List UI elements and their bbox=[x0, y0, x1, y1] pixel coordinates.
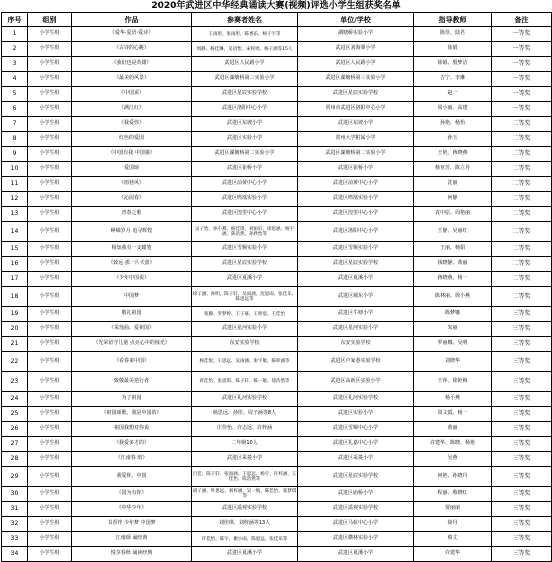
cell-participants: 庄佳怡、许志远、许梓涵 bbox=[192, 422, 298, 437]
cell-work: 《爱华·爱语·爱诗》 bbox=[72, 27, 192, 42]
header-teacher: 指导教师 bbox=[414, 13, 492, 27]
cell-work: 《采莲曲、爱祖国》 bbox=[72, 322, 192, 337]
cell-index: 8 bbox=[2, 132, 28, 147]
cell-group: 小学生组 bbox=[28, 437, 72, 452]
cell-group: 小学生组 bbox=[28, 407, 72, 422]
cell-work: 青春之歌 bbox=[72, 207, 192, 222]
table-row bbox=[2, 207, 552, 222]
table-row bbox=[2, 487, 552, 502]
cell-award: 二等奖 bbox=[492, 257, 552, 272]
cell-teacher: 赵一 bbox=[414, 87, 492, 102]
cell-group: 小学生组 bbox=[28, 57, 72, 72]
header-index: 序号 bbox=[2, 13, 28, 27]
cell-school: 常州大学附属小学 bbox=[298, 132, 414, 147]
table-row bbox=[2, 307, 552, 322]
table-row bbox=[2, 147, 552, 162]
cell-award: 二等奖 bbox=[492, 207, 552, 222]
cell-participants: 吴子怡、孙小燕、杨佳琪、刘雨轩、徐思涵、杨宇涵、陈浩然、孙欣怡等 bbox=[192, 222, 298, 242]
cell-group: 小学生组 bbox=[28, 322, 72, 337]
cell-award: 三等奖 bbox=[492, 322, 552, 337]
cell-school: 武进区城东小学 bbox=[298, 287, 414, 307]
cell-teacher: 周文霞、杨一 bbox=[414, 407, 492, 422]
cell-teacher: 杨亚芳、陈立丹 bbox=[414, 162, 492, 177]
cell-school: 常州市武进区洛阳中心小学 bbox=[298, 102, 414, 117]
table-row bbox=[2, 192, 552, 207]
cell-award: 三等奖 bbox=[492, 352, 552, 372]
cell-award: 三等奖 bbox=[492, 517, 552, 532]
cell-index: 13 bbox=[2, 207, 28, 222]
cell-participants: 武进区人民路小学 bbox=[192, 57, 298, 72]
cell-award: 二等奖 bbox=[492, 147, 552, 162]
cell-teacher: 陈佳、陆君 bbox=[414, 27, 492, 42]
table-row bbox=[2, 42, 552, 57]
cell-index: 15 bbox=[2, 242, 28, 257]
cell-teacher: 孙艳、杨怡 bbox=[414, 117, 492, 132]
cell-teacher: 陈梦娜 bbox=[414, 307, 492, 322]
cell-index: 31 bbox=[2, 502, 28, 517]
cell-group: 小学生组 bbox=[28, 372, 72, 392]
cell-award: 一等奖 bbox=[492, 57, 552, 72]
table-row bbox=[2, 547, 552, 562]
cell-group: 小学生组 bbox=[28, 132, 72, 147]
cell-index: 14 bbox=[2, 222, 28, 242]
table-row bbox=[2, 177, 552, 192]
cell-participants: 武进区湖塘桥第三实验小学 bbox=[192, 72, 298, 87]
cell-participants: 武进区遥观实验学校 bbox=[192, 502, 298, 517]
cell-teacher: 吉宁、李琳 bbox=[414, 72, 492, 87]
cell-work: 江南颂 诵经典 bbox=[72, 532, 192, 547]
cell-school: 武进区刘海粟小学 bbox=[298, 42, 414, 57]
cell-participants: 二年级10人 bbox=[192, 437, 298, 452]
cell-work: 红色的爱国 bbox=[72, 132, 192, 147]
cell-index: 11 bbox=[2, 177, 28, 192]
cell-group: 小学生组 bbox=[28, 117, 72, 132]
table-row bbox=[2, 242, 552, 257]
cell-school: 武进区礼嘉中心小学 bbox=[298, 437, 414, 452]
cell-school: 武进区人民路小学 bbox=[298, 57, 414, 72]
table-row bbox=[2, 392, 552, 407]
cell-index: 12 bbox=[2, 192, 28, 207]
cell-index: 17 bbox=[2, 272, 28, 287]
page-title: 2020年武进区中华经典诵读大赛(视频)评选小学生组获奖名单 bbox=[151, 1, 401, 11]
cell-award: 二等奖 bbox=[492, 132, 552, 147]
cell-group: 小学生组 bbox=[28, 532, 72, 547]
table-row bbox=[2, 532, 552, 547]
cell-award: 三等奖 bbox=[492, 407, 552, 422]
cell-work: 《我们也是英雄》 bbox=[72, 57, 192, 72]
cell-work: 书香伴 少年梦 中国梦 bbox=[72, 517, 192, 532]
cell-group: 小学生组 bbox=[28, 517, 72, 532]
cell-group: 小学生组 bbox=[28, 87, 72, 102]
cell-work: 《国为有你》 bbox=[72, 487, 192, 502]
cell-teacher: 王艳、蒋晓燕 bbox=[414, 147, 492, 162]
cell-teacher: 陈林丽、徐小燕 bbox=[414, 287, 492, 307]
cell-group: 小学生组 bbox=[28, 42, 72, 57]
table-row bbox=[2, 162, 552, 177]
cell-work: 《中国有我 中国强》 bbox=[72, 147, 192, 162]
cell-school: 武进区马杭中心小学 bbox=[298, 517, 414, 532]
cell-work: 致敬最美逆行者 bbox=[72, 372, 192, 392]
cell-school: 武进区星辰实验学校 bbox=[298, 87, 414, 102]
cell-award: 三等奖 bbox=[492, 502, 552, 517]
cell-work: 为了祖国 bbox=[72, 392, 192, 407]
table-row bbox=[2, 352, 552, 372]
cell-school: 武进区实验小学 bbox=[298, 407, 414, 422]
cell-teacher: 许建华、陈晓、杨艳 bbox=[414, 437, 492, 452]
cell-work: 《沁园春》 bbox=[72, 192, 192, 207]
cell-work: 《最美的风景》 bbox=[72, 72, 192, 87]
cell-award: 三等奖 bbox=[492, 392, 552, 407]
cell-school: 武进区湟里中心小学 bbox=[298, 207, 414, 222]
cell-school: 武进区遥观实验学校 bbox=[298, 502, 414, 517]
table-row bbox=[2, 72, 552, 87]
cell-award: 一等奖 bbox=[492, 72, 552, 87]
cell-teacher: 许建华 bbox=[414, 547, 492, 562]
cell-school: 武进区星辰实验学校 bbox=[298, 467, 414, 487]
table-row bbox=[2, 222, 552, 242]
table-row bbox=[2, 452, 552, 467]
cell-index: 20 bbox=[2, 322, 28, 337]
cell-award: 三等奖 bbox=[492, 422, 552, 437]
cell-index: 24 bbox=[2, 392, 28, 407]
cell-participants: 蒋佳怡、张思琪、陈子轩、陈一航、徐浩然等 bbox=[192, 372, 298, 392]
cell-work: 《我爱多才的》 bbox=[72, 437, 192, 452]
cell-group: 小学生组 bbox=[28, 222, 72, 242]
cell-index: 4 bbox=[2, 72, 28, 87]
cell-participants: 武进区星河实验小学 bbox=[192, 322, 298, 337]
cell-participants: 刘佳琪、刘梓涵等13人 bbox=[192, 517, 298, 532]
cell-index: 19 bbox=[2, 307, 28, 322]
cell-award: 三等奖 bbox=[492, 307, 552, 322]
cell-work: 中国梦 bbox=[72, 287, 192, 307]
cell-school: 武进区湖塘桥第二实验小学 bbox=[298, 147, 414, 162]
cell-award: 一等奖 bbox=[492, 87, 552, 102]
cell-award: 三等奖 bbox=[492, 532, 552, 547]
cell-school: 武进区东坡小学 bbox=[298, 117, 414, 132]
cell-school: 武进区卢家巷实验学校 bbox=[298, 352, 414, 372]
cell-participants: 武进区崔桥小学 bbox=[192, 162, 298, 177]
table-row bbox=[2, 132, 552, 147]
cell-group: 小学生组 bbox=[28, 177, 72, 192]
cell-work: 《中国说》 bbox=[72, 87, 192, 102]
cell-school: 武进区湖塘桥第三实验小学 bbox=[298, 72, 414, 87]
cell-group: 小学生组 bbox=[28, 307, 72, 322]
cell-award: 二等奖 bbox=[492, 117, 552, 132]
table-row bbox=[2, 87, 552, 102]
cell-participants: 武进区实验小学 bbox=[192, 132, 298, 147]
cell-award: 二等奖 bbox=[492, 162, 552, 177]
cell-participants: 武进区洛阳中心小学 bbox=[192, 102, 298, 117]
header-school: 单位/学校 bbox=[298, 13, 414, 27]
cell-index: 6 bbox=[2, 102, 28, 117]
cell-participants: 武进区夏溪小学 bbox=[192, 547, 298, 562]
cell-index: 26 bbox=[2, 422, 28, 437]
cell-index: 7 bbox=[2, 117, 28, 132]
table-body bbox=[2, 27, 552, 562]
cell-school: 武进区星辰实验学校 bbox=[298, 257, 414, 272]
cell-index: 33 bbox=[2, 532, 28, 547]
cell-participants: 武进区前黄中心小学 bbox=[192, 177, 298, 192]
cell-participants: 东安实验学校 bbox=[192, 337, 298, 352]
cell-index: 22 bbox=[2, 352, 28, 372]
cell-group: 小学生组 bbox=[28, 207, 72, 222]
cell-school: 武进区前黄中心小学 bbox=[298, 177, 414, 192]
header-participants: 参赛者姓名 bbox=[192, 13, 298, 27]
cell-teacher: 王萍、徐艳梅 bbox=[414, 372, 492, 392]
cell-participants: 武进区星辰实验学校 bbox=[192, 87, 298, 102]
table-row bbox=[2, 272, 552, 287]
cell-group: 小学生组 bbox=[28, 487, 72, 502]
cell-teacher: 何静 bbox=[414, 192, 492, 207]
cell-group: 小学生组 bbox=[28, 392, 72, 407]
cell-index: 16 bbox=[2, 257, 28, 272]
cell-teacher: 王丽、杨娟 bbox=[414, 242, 492, 257]
cell-participants: 周静、杨佳琳、吴语怡、宋梓瑶、杨子涵等15人 bbox=[192, 42, 298, 57]
table-row bbox=[2, 257, 552, 272]
cell-work: 《雨巷风》 bbox=[72, 177, 192, 192]
cell-award: 三等奖 bbox=[492, 452, 552, 467]
cell-school: 武进区高新区实验小学 bbox=[298, 372, 414, 392]
cell-award: 三等奖 bbox=[492, 467, 552, 487]
cell-participants: 张静、罗梦婷、王子豪、王梓宸、王佳怡 bbox=[192, 307, 298, 322]
header-group: 组别 bbox=[28, 13, 72, 27]
table-header-row bbox=[2, 13, 552, 27]
cell-group: 小学生组 bbox=[28, 192, 72, 207]
cell-teacher: 贾丽丽 bbox=[414, 502, 492, 517]
cell-group: 小学生组 bbox=[28, 102, 72, 117]
cell-index: 5 bbox=[2, 87, 28, 102]
cell-participants: 武进区东坡小学 bbox=[192, 117, 298, 132]
cell-school: 湖塘桥实验小学 bbox=[298, 27, 414, 42]
cell-award: 二等奖 bbox=[492, 272, 552, 287]
table-row bbox=[2, 422, 552, 437]
cell-school: 武进区雪堰中心小学 bbox=[298, 422, 414, 437]
table-row bbox=[2, 517, 552, 532]
cell-award: 三等奖 bbox=[492, 437, 552, 452]
cell-participants: 武进区礼河实验学校 bbox=[192, 392, 298, 407]
cell-index: 9 bbox=[2, 147, 28, 162]
cell-school: 武进区庙桥小学 bbox=[298, 487, 414, 502]
cell-group: 小学生组 bbox=[28, 467, 72, 487]
cell-work: 我爱你，中国 bbox=[72, 467, 192, 487]
cell-index: 28 bbox=[2, 452, 28, 467]
cell-award: 二等奖 bbox=[492, 222, 552, 242]
cell-index: 3 bbox=[2, 57, 28, 72]
header-work: 作品 bbox=[72, 13, 192, 27]
award-table bbox=[1, 12, 552, 562]
cell-school: 武进区夏溪小学 bbox=[298, 272, 414, 287]
cell-group: 小学生组 bbox=[28, 422, 72, 437]
cell-teacher: 蔡丈 bbox=[414, 532, 492, 547]
cell-award: 三等奖 bbox=[492, 337, 552, 352]
cell-participants: 胡子涵、叶思远、刘梓涵、吴一航、陈佳怡、张梦琪等 bbox=[192, 487, 298, 502]
cell-work: 《少年中国说》 bbox=[72, 272, 192, 287]
cell-work: 《我爱你》 bbox=[72, 117, 192, 132]
cell-teacher: 周小丽、高建 bbox=[414, 102, 492, 117]
cell-teacher: 袁中原、周艳丽 bbox=[414, 207, 492, 222]
cell-teacher: 沈丽 bbox=[414, 177, 492, 192]
table-row bbox=[2, 27, 552, 42]
cell-award: 二等奖 bbox=[492, 242, 552, 257]
cell-group: 小学生组 bbox=[28, 352, 72, 372]
cell-participants: 武进区湟里中心小学 bbox=[192, 207, 298, 222]
cell-group: 小学生组 bbox=[28, 287, 72, 307]
cell-work: 《祖国颂歌、我是中国的》 bbox=[72, 407, 192, 422]
cell-index: 1 bbox=[2, 27, 28, 42]
cell-group: 小学生组 bbox=[28, 547, 72, 562]
cell-group: 小学生组 bbox=[28, 502, 72, 517]
table-row bbox=[2, 372, 552, 392]
cell-teacher: 徐娟 bbox=[414, 42, 492, 57]
cell-work: 《看春来中国》 bbox=[72, 352, 192, 372]
cell-group: 小学生组 bbox=[28, 162, 72, 177]
cell-work: 敬礼祖国 bbox=[72, 307, 192, 322]
cell-index: 32 bbox=[2, 517, 28, 532]
cell-school: 武进区雪堰实验小学 bbox=[298, 242, 414, 257]
cell-school: 武进区牛塘小学 bbox=[298, 307, 414, 322]
cell-teacher: 蒋晓燕、杨一 bbox=[414, 272, 492, 287]
cell-school: 武进区星河实验小学 bbox=[298, 322, 414, 337]
cell-participants: 武进区鸣凰实验小学 bbox=[192, 192, 298, 207]
cell-participants: 武进区采菱小学 bbox=[192, 452, 298, 467]
cell-teacher: 朱丽 bbox=[414, 322, 492, 337]
cell-award: 二等奖 bbox=[492, 287, 552, 307]
cell-award: 一等奖 bbox=[492, 27, 552, 42]
cell-award: 一等奖 bbox=[492, 102, 552, 117]
table-row bbox=[2, 102, 552, 117]
cell-group: 小学生组 bbox=[28, 272, 72, 287]
cell-group: 小学生组 bbox=[28, 257, 72, 272]
cell-school: 武进区夏溪小学 bbox=[298, 547, 414, 562]
cell-work: 《光荣留守儿童 点亮心中的烛光》 bbox=[72, 337, 192, 352]
cell-work: 峥嵘岁月 追寻辉煌 bbox=[72, 222, 192, 242]
cell-participants: 武进区雪堰实验小学 bbox=[192, 242, 298, 257]
cell-teacher: 徐娟、殷梦洁 bbox=[414, 57, 492, 72]
cell-group: 小学生组 bbox=[28, 242, 72, 257]
cell-teacher: 孙玉 bbox=[414, 132, 492, 147]
cell-school: 武进区鸣凰实验小学 bbox=[298, 192, 414, 207]
cell-teacher: 刘晓华 bbox=[414, 352, 492, 372]
cell-award: 一等奖 bbox=[492, 42, 552, 57]
cell-index: 30 bbox=[2, 487, 28, 502]
cell-teacher: 徐丹 bbox=[414, 517, 492, 532]
cell-award: 二等奖 bbox=[492, 192, 552, 207]
cell-school: 武进区崔桥小学 bbox=[298, 162, 414, 177]
cell-index: 18 bbox=[2, 287, 28, 307]
cell-participants: 许佳怡、陈宇、谢小雨、陈思远、张佳乐等 bbox=[192, 532, 298, 547]
cell-index: 23 bbox=[2, 372, 28, 392]
cell-work: 《满江红》 bbox=[72, 102, 192, 117]
cell-school: 东安实验学校 bbox=[298, 337, 414, 352]
cell-teacher: 何艳、孙晓丹 bbox=[414, 467, 492, 487]
table-row bbox=[2, 287, 552, 307]
cell-award: 三等奖 bbox=[492, 487, 552, 502]
cell-teacher: 黄丽 bbox=[414, 422, 492, 437]
table-row bbox=[2, 407, 552, 422]
cell-group: 小学生组 bbox=[28, 147, 72, 162]
table-row bbox=[2, 117, 552, 132]
cell-work: 爱国颂 bbox=[72, 162, 192, 177]
cell-group: 小学生组 bbox=[28, 337, 72, 352]
cell-participants: 吕佳、陈子轩、张雨涵、王思远、杨宇、许梓涵、王佳怡、陈浩然等 bbox=[192, 467, 298, 487]
cell-index: 21 bbox=[2, 337, 28, 352]
cell-index: 29 bbox=[2, 467, 28, 487]
cell-group: 小学生组 bbox=[28, 72, 72, 87]
table-row bbox=[2, 57, 552, 72]
cell-group: 小学生组 bbox=[28, 452, 72, 467]
cell-teacher: 程丽、蔡晓红 bbox=[414, 487, 492, 502]
cell-index: 25 bbox=[2, 407, 28, 422]
cell-work: 《中华少年》 bbox=[72, 502, 192, 517]
cell-participants: 杨佳悦、王思远、吴雨涵、张宇航、陈梓涵等 bbox=[192, 352, 298, 372]
table-row bbox=[2, 322, 552, 337]
header-award: 备注 bbox=[492, 13, 552, 27]
cell-work: 《江南春 雨》 bbox=[72, 452, 192, 467]
cell-work: 悦享春秋 诵读经典 bbox=[72, 547, 192, 562]
table-row bbox=[2, 337, 552, 352]
cell-teacher: 吴燕 bbox=[414, 452, 492, 467]
cell-index: 27 bbox=[2, 437, 28, 452]
cell-work: 《致远·那一片天蓝》 bbox=[72, 257, 192, 272]
table-row bbox=[2, 467, 552, 487]
cell-participants: 武进区星辰实验学校 bbox=[192, 257, 298, 272]
cell-participants: 徐子涵、孙明、陈子轩、吴雨涵、沈思雨、张佳乐、陈思远等 bbox=[192, 287, 298, 307]
cell-participants: 武进区湖塘桥第二实验小学 bbox=[192, 147, 298, 162]
cell-participants: 王雨彤、张雨彤、陈香乐、杨子宇等 bbox=[192, 27, 298, 42]
cell-index: 10 bbox=[2, 162, 28, 177]
cell-teacher: 杨小燕 bbox=[414, 392, 492, 407]
cell-school: 武进区采菱小学 bbox=[298, 452, 414, 467]
cell-school: 武进区洛阳中心小学 bbox=[298, 222, 414, 242]
cell-award: 二等奖 bbox=[492, 177, 552, 192]
cell-group: 小学生组 bbox=[28, 27, 72, 42]
cell-participants: 杨思远、孙佳、周子涵等8人 bbox=[192, 407, 298, 422]
cell-teacher: 罗丽娜、吴明 bbox=[414, 337, 492, 352]
cell-index: 34 bbox=[2, 547, 28, 562]
cell-work: 相知我有一支蜡笔 bbox=[72, 242, 192, 257]
cell-teacher: 王静、吴丽红 bbox=[414, 222, 492, 242]
cell-school: 武进区礼河实验学校 bbox=[298, 392, 414, 407]
cell-work: 《古诗的心跳》 bbox=[72, 42, 192, 57]
table-row bbox=[2, 502, 552, 517]
cell-teacher: 钱晓静、黄丽 bbox=[414, 257, 492, 272]
cell-school: 武进区横林实验小学 bbox=[298, 532, 414, 547]
table-row bbox=[2, 437, 552, 452]
cell-work: 祖国我想对你说 bbox=[72, 422, 192, 437]
cell-participants: 武进区夏溪小学 bbox=[192, 272, 298, 287]
cell-award: 三等奖 bbox=[492, 547, 552, 562]
cell-index: 2 bbox=[2, 42, 28, 57]
cell-award: 三等奖 bbox=[492, 372, 552, 392]
